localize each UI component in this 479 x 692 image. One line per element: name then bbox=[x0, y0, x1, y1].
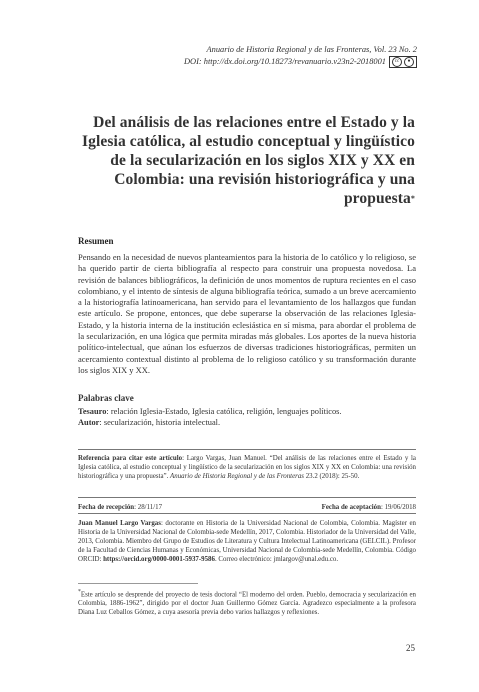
accepted-value: : 19/06/2018 bbox=[380, 504, 416, 511]
thesaurus-keywords bbox=[78, 406, 418, 417]
author-keywords-text: : secularización, historia intelectual. bbox=[99, 418, 221, 427]
orcid-link[interactable]: https://orcid.org/0000-0001-5937-9586 bbox=[103, 556, 215, 563]
footnote-text: Este artículo se desprende del proyecto de tesis doctoral “El moderno del orden. Pueblo, democracia y secularización en Colombia, 1886-1962”, dirigido por el doctor Juan Guillermo Gómez García. Agradezco especialmente a la profesora Diana Luz Ceballos Gómez, a cuya asesoría previa debo varios hallazgos y reflexiones. bbox=[78, 591, 416, 617]
author-name: Juan Manuel Largo Vargas bbox=[78, 520, 161, 527]
author-bio bbox=[78, 519, 416, 564]
doi-row bbox=[184, 56, 417, 68]
accepted-date bbox=[322, 504, 416, 511]
citation-block bbox=[78, 454, 416, 481]
cc-circle-icon: cc bbox=[392, 57, 402, 67]
keywords-heading: Palabras clave bbox=[78, 393, 134, 403]
thesaurus-text: : relación Iglesia-Estado, Iglesia católica, religión, lenguajes políticos. bbox=[106, 407, 342, 416]
cc-license-icon[interactable] bbox=[389, 56, 417, 68]
by-person-icon: ● bbox=[404, 57, 414, 67]
abstract-text: Pensando en la necesidad de nuevos planteamientos para la historia de lo católico y lo religioso, se ha querido partir de cierta bibliografía al respecto para construir una propuesta novedosa. La revisión de balances bibliográficos, la definición de unos momentos de ruptura recientes en el caso colombiano, y el intento de síntesis de alguna bibliografía teórica, sumado a un breve acercamiento a la historiografía latinoamericana, han servido para el levantamiento de los hallazgos que fundan este artículo. Se propone, entonces, que debe superarse la observación de las relaciones Iglesia-Estado, y la historia interna de la institución eclesiástica en sí misma, para abordar el problema de la secularización, en una lógica que permita miradas más globales. Los aportes de la nueva historia político-intelectual, que aúnan los esfuerzos de diversas tradiciones historiográficas, permiten un acercamiento contextual distinto al problema de lo religioso católico y su transformación durante los siglos XIX y XX. bbox=[78, 252, 416, 375]
article-title bbox=[75, 113, 415, 208]
citation-volume: 23.2 (2018): 25-50. bbox=[305, 473, 360, 480]
thesaurus-label: Tesauro bbox=[78, 407, 107, 416]
accepted-label: Fecha de aceptación bbox=[321, 504, 381, 511]
abstract-heading: Resumen bbox=[78, 236, 114, 246]
footnote-marker: * bbox=[78, 589, 81, 595]
author-bio-text: : doctorante en Historia de la Universidad Nacional de Colombia, Colombia. Magíster en Historia de la Universidad Nacional de Colombia-sede Medellín, 2017, Colombia. Historiador de la Universidad del Valle, 2013, Colombia. Miembro del Grupo de Estudios de Literatura y Cultura Intelectual Latinoamericana (GELCIL). Profesor de la Facultad de Ciencias Humanas y Económicas, Universidad Nacional de Colombia-sede Medellín, Colombia. Código ORCID: bbox=[78, 520, 417, 563]
keywords-block bbox=[78, 393, 418, 428]
citation-text: : Largo Vargas, Juan Manuel. “Del análisis de las relaciones entre el Estado y la Iglesia católica, al estudio conceptual y lingüístico de la secularización en los siglos XIX y XX en Colombia: una revisión historiográfica y una propuesta”. bbox=[78, 455, 416, 480]
journal-header bbox=[184, 44, 417, 68]
dates-row bbox=[78, 504, 416, 511]
author-email: . Correo electrónico: jmlargov@unal.edu.co. bbox=[214, 556, 339, 563]
divider bbox=[78, 497, 416, 498]
divider bbox=[78, 513, 416, 514]
footnote bbox=[78, 588, 416, 617]
footnote-divider bbox=[78, 583, 198, 584]
author-keywords-label: Autor bbox=[78, 418, 100, 427]
page-number: 25 bbox=[406, 643, 415, 653]
doi-link[interactable]: DOI: http://dx.doi.org/10.18273/revanuario.v23n2-2018001 bbox=[184, 57, 386, 66]
article-title-text: Del análisis de las relaciones entre el Estado y la Iglesia católica, al estudio conceptual y lingüístico de la secularización en los siglos XIX y XX en Colombia: una revisión historiográfica y una propuesta bbox=[82, 114, 415, 207]
citation-label: Referencia para citar este artículo bbox=[78, 455, 183, 462]
received-date bbox=[78, 504, 162, 511]
citation-journal: Anuario de Historia Regional y de las Fronteras bbox=[170, 473, 304, 480]
title-footnote-marker[interactable]: * bbox=[410, 194, 415, 203]
journal-name: Anuario de Historia Regional y de las Fronteras, Vol. 23 No. 2 bbox=[206, 45, 417, 54]
received-label: Fecha de recepción bbox=[78, 504, 135, 511]
received-value: : 28/11/17 bbox=[134, 504, 163, 511]
author-keywords bbox=[78, 417, 418, 428]
divider bbox=[78, 449, 416, 450]
